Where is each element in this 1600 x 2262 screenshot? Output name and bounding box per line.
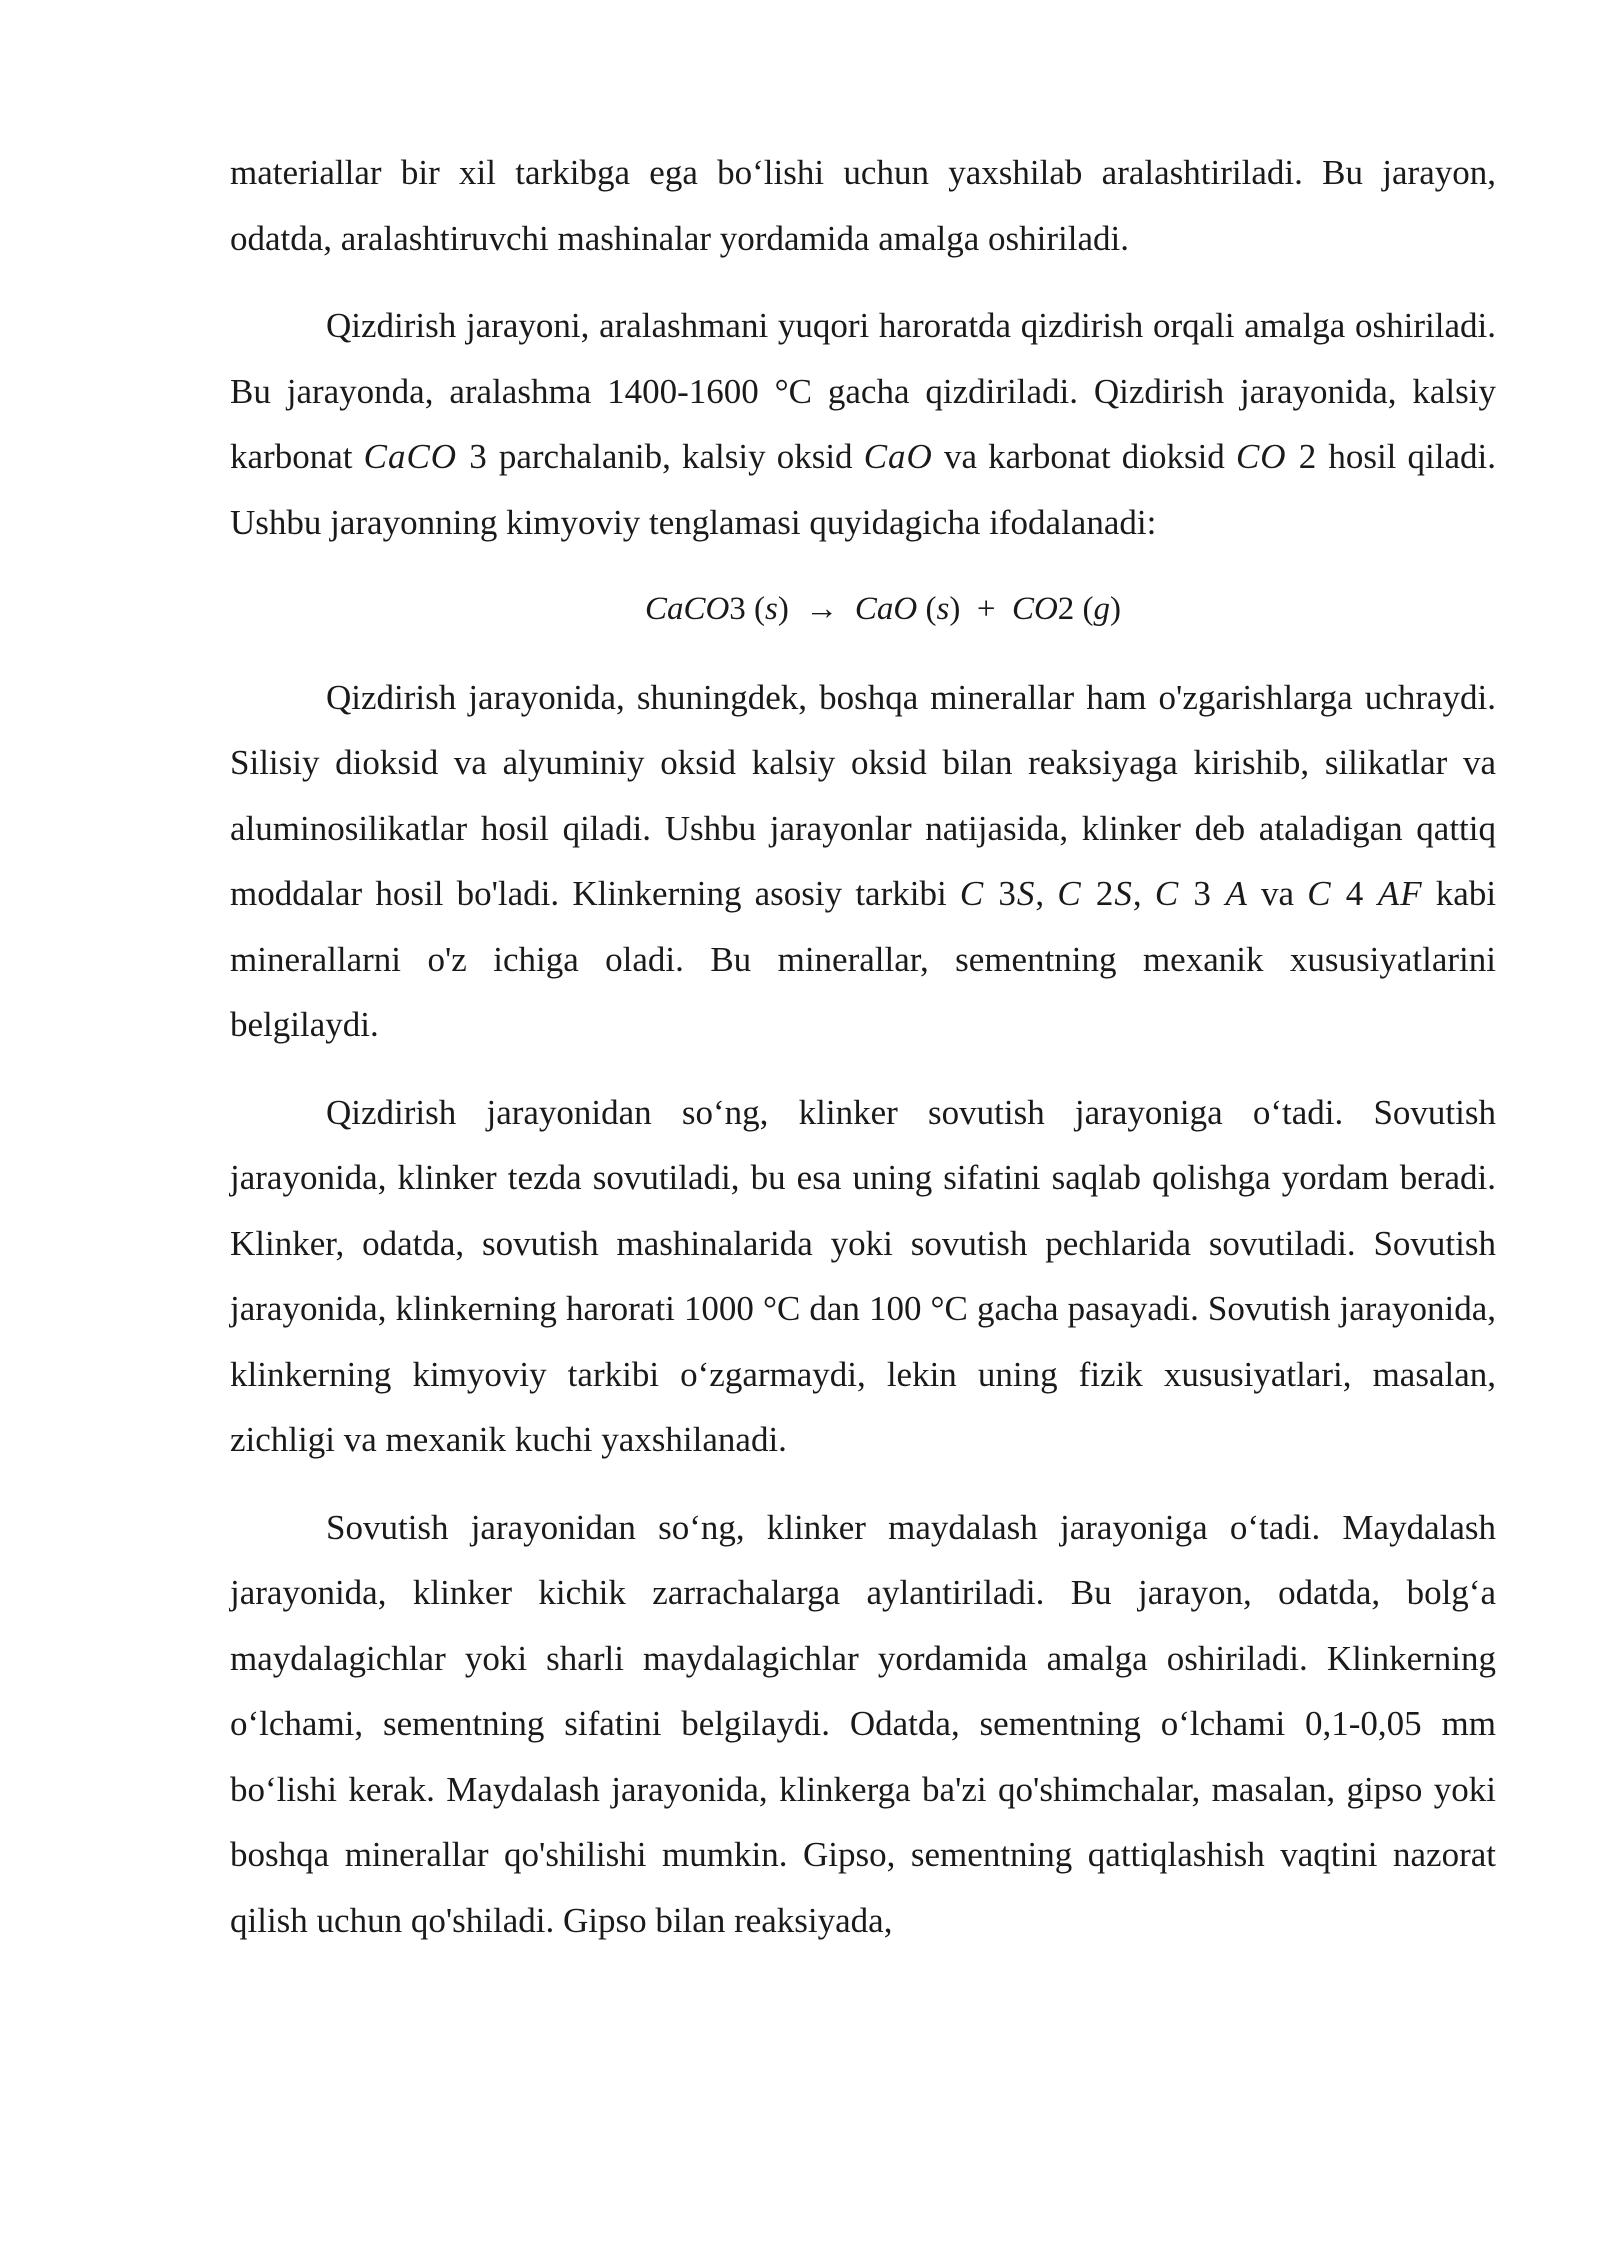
equation-plus: + xyxy=(976,591,996,627)
equation-state-solid: s xyxy=(765,591,778,627)
text-run: va xyxy=(1247,874,1308,913)
equation-product-cao: CaO xyxy=(854,591,918,627)
chemical-equation: CaCO3 (s) → CaO (s) + CO2 (g) xyxy=(644,591,1122,627)
paragraph-mixing: materiallar bir xil tarkibga ega bo‘lishi uchun yaxshilab aralashtiriladi. Bu jarayon, odatda, aralashtiruvchi mashinalar yordamida amalga oshiriladi. xyxy=(230,153,1496,258)
document-page xyxy=(230,140,1496,1975)
text-run: va karbonat dioksid xyxy=(932,437,1236,476)
formula-c3a: C 3 A xyxy=(1154,874,1248,913)
equation-reactant-subscript: 3 xyxy=(729,591,746,627)
text-run: kabi minerallarni o'z ichiga oladi. Bu minerallar, sementning mexanik xususiyatlarini belgilaydi. xyxy=(230,874,1497,1044)
formula-c2s: C 2S xyxy=(1057,874,1133,913)
formula-c3s: C 3S xyxy=(959,874,1036,913)
paragraph-heating xyxy=(230,293,1496,555)
text-run: hosil qiladi. Ushbu jarayonning kimyoviy tenglamasi quyidagicha ifodalanadi: xyxy=(230,437,1497,542)
formula-c4af: C 4 AF xyxy=(1307,874,1423,913)
equation-state-solid: s xyxy=(936,591,950,627)
text-run: Qizdirish jarayoni, aralashmani yuqori haroratda qizdirish orqali amalga oshiriladi. Bu jarayonda, aralashma 1400-1600 °C gacha qizdiriladi. Qizdirish jarayonida, kalsiy karbonat xyxy=(230,306,1496,476)
equation-state-gas: g xyxy=(1093,591,1111,627)
equation-product-co2: CO xyxy=(1011,591,1058,627)
text-run: parchalanib, kalsiy oksid xyxy=(487,437,864,476)
paragraph-cooling: Qizdirish jarayonidan so‘ng, klinker sovutish jarayoniga o‘tadi. Sovutish jarayonida, klinker tezda sovutiladi, bu esa uning sifatini saqlab qolishga yordam beradi. Klinker, odatda, sovutish mashinalarida yoki sovutish pechlarida sovutiladi. Sovutish jarayonida, klinkerning harorati 1000 °C dan 100 °C gacha pasayadi. Sovutish jarayonida, klinkerning kimyoviy tarkibi o‘zgarmaydi, lekin uning fizik xususiyatlari, masalan, zichligi va mexanik kuchi yaxshilanadi. xyxy=(230,1092,1496,1459)
formula-co2: CO 2 xyxy=(1235,437,1318,476)
formula-caco3: CaCO 3 xyxy=(363,437,488,476)
paragraph-clinker-formation: Qizdirish jarayonida, shuningdek, boshqa minerallar ham o'zgarishlarga uchraydi. Silisiy dioksid va alyuminiy oksid kalsiy oksid bilan reaksiyaga kirishib, silikatlar va aluminosilikatlar hosil qiladi. Ushbu jarayonlar natijasida, klinker deb ataladigan qattiq moddalar hosil bo'ladi. Klinkerning asosiy tarkibi C 3S, C 2S, C 3 A va C 4 AF kabi minerallarni o'z ichiga oladi. Bu minerallar, sementning mexanik xususiyatlarini belgilaydi. xyxy=(230,677,1497,1044)
formula-cao: CaO xyxy=(863,437,933,476)
equation-product-subscript: 2 xyxy=(1057,591,1075,627)
equation-reactant: CaCO xyxy=(644,591,730,627)
equation-arrow: → xyxy=(805,591,839,627)
paragraph-grinding: Sovutish jarayonidan so‘ng, klinker maydalash jarayoniga o‘tadi. Maydalash jarayonida, klinker kichik zarrachalarga aylantiriladi. Bu jarayon, odatda, bolg‘a maydalagichlar yoki sharli maydalagichlar yordamida amalga oshiriladi. Klinkerning o‘lchami, sementning sifatini belgilaydi. Odatda, sementning o‘lchami 0,1-0,05 mm bo‘lishi kerak. Maydalash jarayonida, klinkerga ba'zi qo'shimchalar, masalan, gipso yoki boshqa minerallar qo'shilishi mumkin. Gipso, sementning qattiqlashish vaqtini nazorat qilish uchun qo'shiladi. Gipso bilan reaksiyada, xyxy=(230,1507,1496,1940)
text-run: Qizdirish jarayonida, shuningdek, boshqa minerallar ham o'zgarishlarga uchraydi. Silisiy dioksid va alyuminiy oksid kalsiy oksid bilan reaksiyaga kirishib, silikatlar va aluminosilikatlar hosil qiladi. Ushbu jarayonlar natijasida, klinker deb ataladigan qattiq moddalar hosil bo'ladi. Klinkerning asosiy tarkibi xyxy=(230,677,1496,913)
